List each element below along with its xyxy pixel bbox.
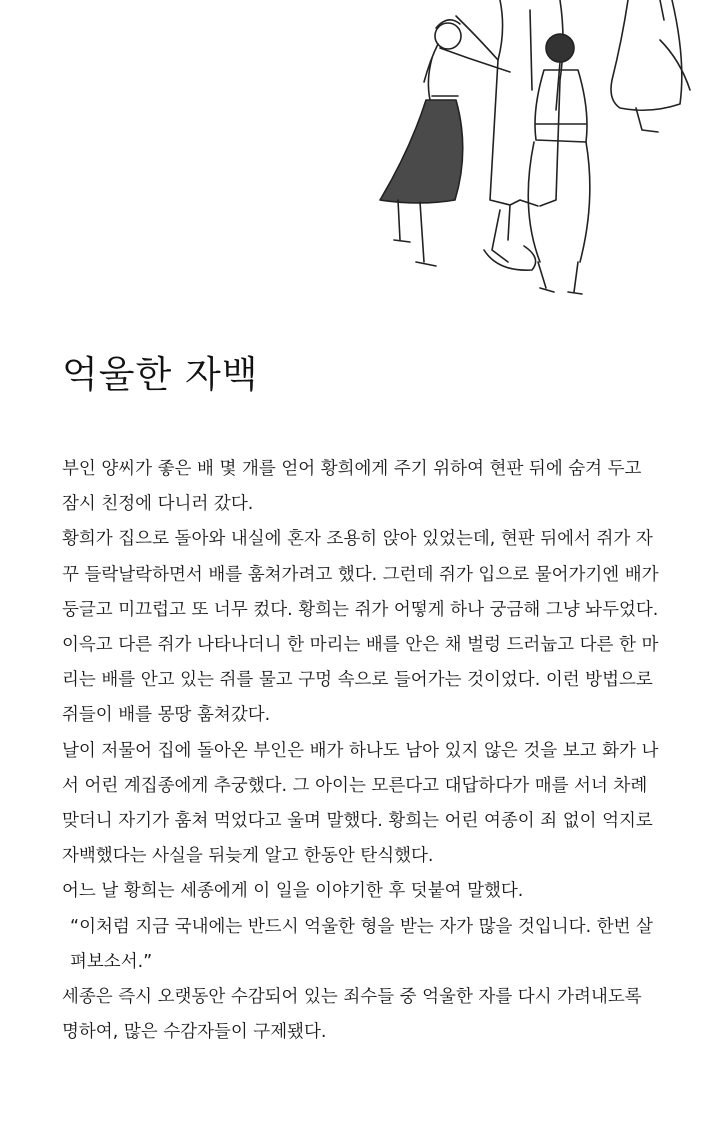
page-title: 억울한 자백 bbox=[62, 353, 259, 396]
paragraph: 어느 날 황희는 세종에게 이 일을 이야기한 후 덧붙여 말했다. bbox=[62, 881, 524, 902]
woman-figure-right bbox=[611, 0, 690, 132]
paragraph: 세종은 즉시 오랫동안 수감되어 있는 죄수들 중 억울한 자를 다시 가려내도록 명하여, 많은 수감자들이 구제됐다. bbox=[62, 987, 642, 1043]
girl-figure-center bbox=[528, 34, 590, 294]
quote-paragraph: “이처럼 지금 국내에는 반드시 억울한 형을 받는 자가 많을 것입니다. 한번 살펴보소서.” bbox=[70, 916, 653, 972]
paragraph: 날이 저물어 집에 돌아온 부인은 배가 하나도 남아 있지 않은 것을 보고 화가 나서 어린 계집종에게 추궁했다. 그 아이는 모른다고 대답하다가 매를 서너 차례 맞더니 자기가 훔쳐 먹었다고 울며 말했다. 황희는 어린 여종이 죄 없이 억지로 자백했다는 사실을 뒤늦게 알고 한동안 탄식했다. bbox=[62, 740, 659, 867]
paragraph: 부인 양씨가 좋은 배 몇 개를 얻어 황희에게 주기 위하여 현판 뒤에 숨겨 두고 잠시 친정에 다니러 갔다. bbox=[62, 459, 642, 515]
illustration bbox=[360, 0, 720, 305]
man-figure-center bbox=[456, 0, 563, 270]
article-body bbox=[62, 452, 662, 1050]
paragraph: 황희가 집으로 돌아와 내실에 혼자 조용히 앉아 있었는데, 현판 뒤에서 쥐가 자꾸 들락날락하면서 배를 훔쳐가려고 했다. 그런데 쥐가 입으로 물어가기엔 배가 둥글고 미끄럽고 또 너무 컸다. 황희는 쥐가 어떻게 하나 궁금해 그냥 놔두었다. 이윽고 다른 쥐가 나타나더니 한 마리는 배를 안은 채 벌렁 드러눕고 다른 한 마리는 배를 안고 있는 쥐를 물고 구멍 속으로 들어가는 것이었다. 이런 방법으로 쥐들이 배를 몽땅 훔쳐갔다. bbox=[62, 529, 659, 726]
girl-figure-left bbox=[380, 20, 510, 266]
